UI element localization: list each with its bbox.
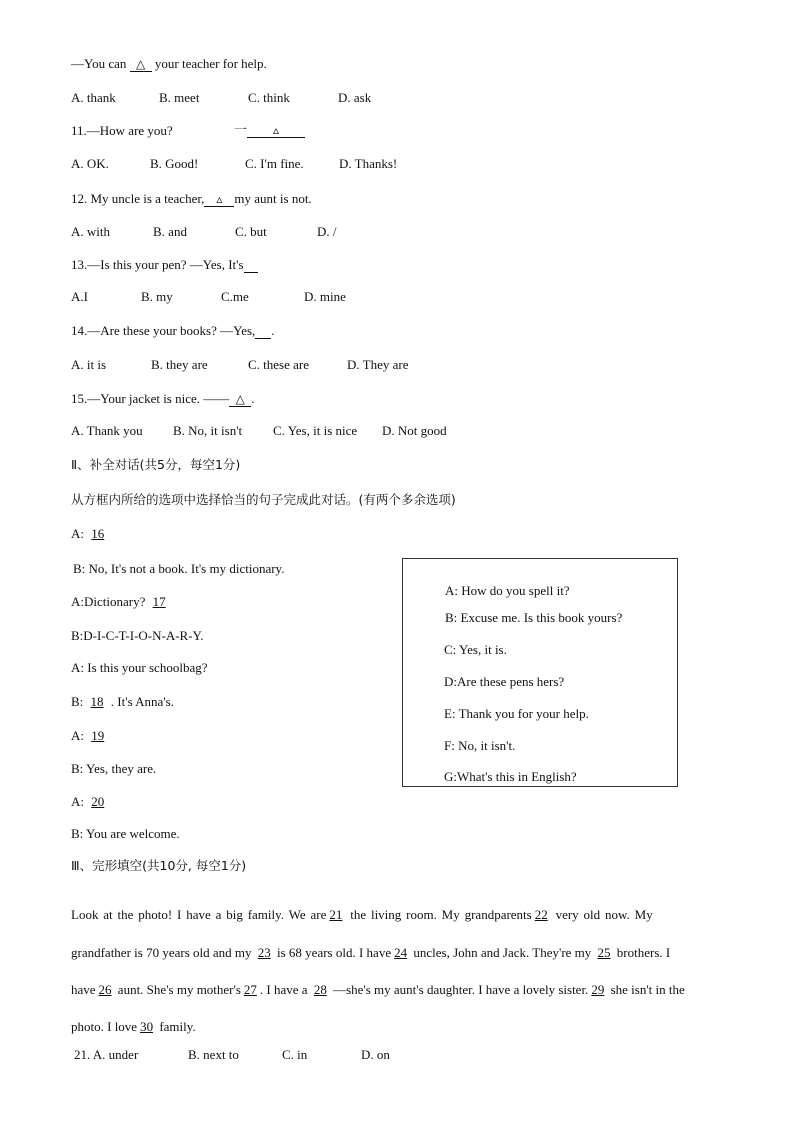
q13-option-a: A.I xyxy=(71,289,88,304)
dialogue-line-b5: B: You are welcome. xyxy=(71,826,180,841)
q15-option-a: A. Thank you xyxy=(71,423,143,438)
box-option-d: D:Are these pens hers? xyxy=(444,674,565,689)
q13-option-d: D. mine xyxy=(304,289,346,304)
q11-reply: 一 ▵ xyxy=(234,122,305,138)
q11-stem: 11.—How are you? xyxy=(71,123,173,138)
q21-option-d: D. on xyxy=(361,1047,390,1062)
q14-option-a: A. it is xyxy=(71,357,107,372)
passage-line-3: have 26 aunt. She's my mother's 27 . I have a 28 —she's my aunt's daughter. I have a lovely sister. 29 she isn't in the xyxy=(71,982,685,997)
dialogue-line-20: A: 20 xyxy=(71,794,108,810)
blank-29: 29 xyxy=(591,982,605,997)
q13-option-b: B. my xyxy=(141,289,173,304)
q21-option-a: 21. A. under xyxy=(74,1047,139,1062)
q13-blank xyxy=(244,258,258,273)
box-option-b: B: Excuse me. Is this book yours? xyxy=(445,610,623,625)
passage-line-2: grandfather is 70 years old and my 23 is 68 years old. I have 24 uncles, John and Jack. They're my 25 brothers. I xyxy=(71,945,671,960)
q15-option-b: B. No, it isn't xyxy=(173,423,243,438)
q11-option-d: D. Thanks! xyxy=(339,156,398,171)
q13-stem: 13.—Is this your pen? —Yes, It's xyxy=(71,257,258,273)
blank-26: 26 xyxy=(98,982,112,997)
passage-line-1: Look at the photo! I have a big family. We are 21 the living room. My grandparents 22 very old now. My xyxy=(71,907,653,922)
q10-stem: —You can △ your teacher for help. xyxy=(71,56,267,71)
q10-blank: △ xyxy=(130,57,152,72)
dialogue-line-a3: A: Is this your schoolbag? xyxy=(71,660,208,675)
blank-21: 21 xyxy=(329,907,343,922)
blank-25: 25 xyxy=(597,945,611,960)
q12-option-d: D. / xyxy=(317,224,337,239)
box-option-c: C: Yes, it is. xyxy=(444,642,507,657)
q11-blank: ▵ xyxy=(247,123,305,138)
blank-19: 19 xyxy=(91,728,105,743)
q14-option-d: D. They are xyxy=(347,357,409,372)
q10-option-c: C. think xyxy=(248,90,290,105)
q10-option-b: B. meet xyxy=(159,90,200,105)
passage-line-4: photo. I love 30 family. xyxy=(71,1019,196,1034)
q11-option-b: B. Good! xyxy=(150,156,199,171)
q14-stem: 14.—Are these your books? —Yes, . xyxy=(71,323,275,338)
box-option-e: E: Thank you for your help. xyxy=(444,706,589,721)
q10-option-d: D. ask xyxy=(338,90,372,105)
q12-stem: 12. My uncle is a teacher, ▵ my aunt is not. xyxy=(71,191,312,206)
dialogue-line-19: A: 19 xyxy=(71,728,108,744)
dialogue-line-16: A: 16 xyxy=(71,526,108,542)
q15-option-c: C. Yes, it is nice xyxy=(273,423,358,438)
q10-option-a: A. thank xyxy=(71,90,116,105)
dialogue-line-18: B: 18 . It's Anna's. xyxy=(71,694,174,709)
blank-28: 28 xyxy=(313,982,327,997)
q21-option-b: B. next to xyxy=(188,1047,239,1062)
q13-option-c: C.me xyxy=(221,289,249,304)
dialogue-line-b1: B: No, It's not a book. It's my dictionary. xyxy=(73,561,285,576)
q14-option-b: B. they are xyxy=(151,357,208,372)
section3-heading: Ⅲ、完形填空(共10分, 每空1分) xyxy=(71,858,247,873)
blank-17: 17 xyxy=(152,594,166,609)
dialogue-line-17: A:Dictionary? 17 xyxy=(71,594,170,610)
q12-option-a: A. with xyxy=(71,224,110,239)
q14-option-c: C. these are xyxy=(248,357,310,372)
q12-option-c: C. but xyxy=(235,224,267,239)
box-option-a: A: How do you spell it? xyxy=(445,583,570,598)
blank-20: 20 xyxy=(91,794,105,809)
q15-stem: 15.—Your jacket is nice. —— △ . xyxy=(71,391,255,406)
blank-23: 23 xyxy=(257,945,271,960)
q11-option-a: A. OK. xyxy=(71,156,109,171)
box-option-g: G:What's this in English? xyxy=(444,769,577,784)
section2-instruction: 从方框内所给的选项中选择恰当的句子完成此对话。(有两个多余选项) xyxy=(71,492,456,507)
box-option-f: F: No, it isn't. xyxy=(444,738,516,753)
q12-blank: ▵ xyxy=(204,192,234,207)
blank-30: 30 xyxy=(140,1019,154,1034)
options-box xyxy=(402,558,678,787)
q21-option-c: C. in xyxy=(282,1047,308,1062)
blank-24: 24 xyxy=(394,945,408,960)
section2-heading: Ⅱ、补全对话(共5分，每空1分) xyxy=(71,457,241,472)
q12-option-b: B. and xyxy=(153,224,187,239)
dialogue-line-b4: B: Yes, they are. xyxy=(71,761,157,776)
dialogue-line-b2: B:D-I-C-T-I-O-N-A-R-Y. xyxy=(71,628,204,643)
blank-18: 18 xyxy=(90,694,104,709)
q15-option-d: D. Not good xyxy=(382,423,447,438)
q15-blank: △ xyxy=(229,392,251,407)
blank-16: 16 xyxy=(91,526,105,541)
q11-option-c: C. I'm fine. xyxy=(245,156,304,171)
blank-22: 22 xyxy=(534,907,548,922)
q14-blank xyxy=(255,324,271,339)
blank-27: 27 xyxy=(243,982,257,997)
